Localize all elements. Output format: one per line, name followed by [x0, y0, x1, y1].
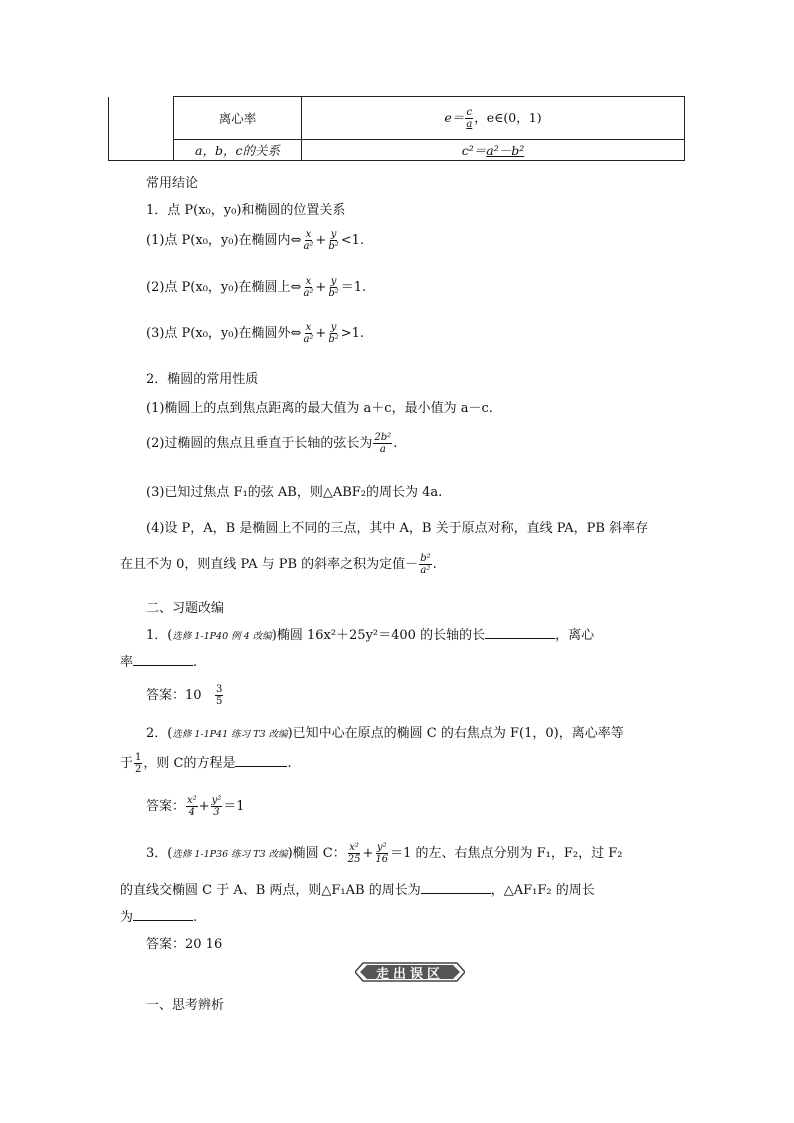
- item-suffix: ＝1.: [340, 280, 367, 295]
- table-label-eccentricity: 离心率: [174, 97, 302, 140]
- table-blank-cell: [109, 97, 174, 161]
- position-item-2: (2)点 P(x₀，y₀)在椭圆上⇔ $\frac{x}{\text{a²}}$ + $\frac{y}{\text{b²}}$ ＝1.: [146, 276, 367, 299]
- answer-3: 答案：20 16: [146, 937, 223, 952]
- y-over-b2: [327, 322, 339, 345]
- three-fifths: [215, 684, 223, 707]
- q-source: 选修 1-1P36 练习 T3 改编: [172, 849, 288, 860]
- c-over-a-fraction: [465, 107, 473, 130]
- position-item-3: (3)点 P(x₀，y₀)在椭圆外⇔ $\frac{x}{\text{a²}}$ + $\frac{y}{\text{b²}}$ >1.: [146, 322, 365, 345]
- property-item-4-line2: 在且不为 0，则直线 PA 与 PB 的斜率之积为定值－ $\frac{\text{b²}}{\text{a²}}$ .: [120, 553, 437, 576]
- frac-num: x: [305, 229, 312, 240]
- table-value-eccentricity: [302, 97, 685, 140]
- answer-blank[interactable]: [133, 908, 193, 921]
- frac-num: y: [330, 276, 337, 287]
- x2-over-25: [347, 842, 362, 865]
- q-text: 的直线交椭圆 C 于 A、B 两点，则△F₁AB 的周长为: [120, 883, 421, 898]
- y2-over-16: [374, 842, 389, 865]
- answer-label: 答案：: [146, 799, 186, 814]
- item-prefix: (3)点 P(x₀，y₀)在椭圆外⇔: [146, 326, 302, 341]
- frac-num: c: [466, 106, 473, 118]
- item-suffix: <1.: [340, 233, 365, 248]
- 2b2-over-a: [373, 432, 392, 455]
- item-prefix: (1)点 P(x₀，y₀)在椭圆内⇔: [146, 233, 302, 248]
- section-banner: [355, 961, 465, 983]
- question-1-line2: 率 .: [120, 655, 198, 670]
- frac-den: 3: [213, 807, 220, 818]
- property-item-1: (1)椭圆上的点到焦点距离的最大值为 a＋c，最小值为 a－c.: [146, 401, 493, 416]
- frac-den: 16: [375, 854, 389, 865]
- frac-den: b²: [328, 288, 339, 299]
- x-over-a2: [302, 276, 314, 299]
- frac-den: 2: [135, 764, 142, 775]
- q-number: 2．(: [146, 726, 173, 741]
- frac-num: 2b²: [374, 432, 392, 443]
- q-source: 选修 1-1P41 练习 T3 改编: [172, 729, 288, 740]
- answer-2: 答案： $\frac{\text{x²}}{4}$ + $\frac{\text{y²}}{3}$ ＝1: [146, 795, 245, 818]
- property-item-2: (2)过椭圆的焦点且垂直于长轴的弦长为 $\frac{\text{2b²}}{a}$ .: [146, 432, 398, 455]
- y-over-b2: [327, 276, 339, 299]
- frac-den: a: [379, 444, 386, 455]
- q-number: 3．(: [146, 846, 173, 861]
- question-1-line1: [146, 624, 594, 643]
- frac-num: y: [330, 229, 337, 240]
- section1-title: 1．点 P(x₀，y₀)和椭圆的位置关系: [146, 203, 346, 218]
- q-text: )已知中心在原点的椭圆 C 的右焦点为 F(1，0)，离心率等: [287, 726, 624, 741]
- exercises-heading: 二、习题改编: [146, 601, 225, 616]
- question-3-line3: 为 .: [120, 910, 198, 925]
- q-text: 于: [120, 756, 134, 771]
- q-text: ，则 C的方程是: [143, 756, 236, 771]
- abc-rhs: a²－b²: [486, 143, 525, 158]
- answer-blank[interactable]: [485, 626, 555, 639]
- q-number: 1．(: [146, 628, 173, 643]
- q-text: ，△AF₁F₂ 的周长: [490, 883, 595, 898]
- table-label-abc: a，b，c的关系: [174, 140, 302, 161]
- q-text: ＝1 的左、右焦点分别为 F₁，F₂，过 F₂: [390, 846, 623, 861]
- item-suffix: >1.: [340, 326, 365, 341]
- answer-blank[interactable]: [235, 754, 287, 767]
- ellipse-property-table: [108, 96, 685, 161]
- x-over-a2: [302, 229, 314, 252]
- conclusions-heading: 常用结论: [146, 176, 199, 191]
- q-text: 率: [120, 655, 134, 670]
- frac-num: y: [330, 322, 337, 333]
- frac-num: b²: [420, 553, 431, 564]
- property-item-3: (3)已知过焦点 F₁的弦 AB，则△ABF₂的周长为 4a.: [146, 485, 443, 500]
- frac-num: x²: [187, 795, 197, 806]
- x-over-a2: [302, 322, 314, 345]
- frac-den: a: [466, 118, 473, 130]
- frac-den: a²: [303, 288, 314, 299]
- e-symbol: e＝: [444, 109, 465, 125]
- frac-num: y²: [211, 795, 222, 806]
- frac-den: a²: [420, 565, 431, 576]
- one-half: [134, 752, 142, 775]
- frac-den: b²: [328, 334, 339, 345]
- question-2-line1: [146, 722, 624, 741]
- frac-num: 3: [215, 684, 223, 695]
- q-source: 选修 1-1P40 例 4 改编: [172, 631, 272, 642]
- q-text: ，离心: [555, 628, 595, 643]
- answer-label: 答案：10: [146, 688, 202, 703]
- x2-over-4: [186, 795, 198, 818]
- frac-den: a²: [303, 334, 314, 345]
- frac-den: a²: [303, 241, 314, 252]
- abc-lhs: c²＝: [461, 143, 487, 158]
- answer-1: [146, 684, 224, 707]
- question-3-line1: 3．(选修 1-1P36 练习 T3 改编)椭圆 C： $\frac{\text{x²}}{25}$ + $\frac{\text{y²}}{16}$ ＝1 的左、右焦点分别为 F₁，F₂，过 F₂: [146, 842, 623, 865]
- item-text: 在且不为 0，则直线 PA 与 PB 的斜率之积为定值－: [120, 557, 419, 572]
- frac-num: x: [305, 322, 312, 333]
- b2-over-a2: [419, 553, 431, 576]
- property-item-4-line1: (4)设 P，A，B 是椭圆上不同的三点，其中 A，B 关于原点对称，直线 PA，PB 斜率存: [146, 521, 649, 536]
- item-prefix: (2)过椭圆的焦点且垂直于长轴的弦长为: [146, 436, 373, 451]
- section2-title: 2．椭圆的常用性质: [146, 372, 259, 387]
- answer-blank[interactable]: [421, 881, 491, 894]
- answer-blank[interactable]: [133, 653, 193, 666]
- frac-num: x²: [349, 842, 359, 853]
- banner-text: 走出误区: [375, 967, 444, 982]
- question-3-line2: [120, 879, 595, 898]
- frac-den: 4: [188, 807, 196, 818]
- y2-over-3: [211, 795, 223, 818]
- frac-den: 5: [215, 696, 223, 707]
- answer-tail: ＝1: [223, 799, 245, 814]
- q-text: )椭圆 C：: [287, 846, 346, 861]
- question-2-line2: 于 $\frac{1}{2}$ ，则 C的方程是 .: [120, 752, 292, 775]
- frac-num: 1: [135, 752, 142, 763]
- frac-den: b²: [328, 241, 339, 252]
- table-value-abc: [302, 140, 685, 161]
- frac-num: x: [305, 276, 312, 287]
- section3-heading: 一、思考辨析: [146, 998, 225, 1013]
- q-text: 为: [120, 910, 134, 925]
- y-over-b2: [327, 229, 339, 252]
- position-item-1: (1)点 P(x₀，y₀)在椭圆内⇔ $\frac{x}{\text{a²}}$ + $\frac{y}{\text{b²}}$ <1.: [146, 229, 365, 252]
- q-text: )椭圆 16x²＋25y²＝400 的长轴的长: [271, 628, 486, 643]
- e-range: ，e∈(0，1): [474, 109, 542, 125]
- frac-den: 25: [347, 854, 361, 865]
- frac-num: y²: [376, 842, 387, 853]
- item-prefix: (2)点 P(x₀，y₀)在椭圆上⇔: [146, 280, 302, 295]
